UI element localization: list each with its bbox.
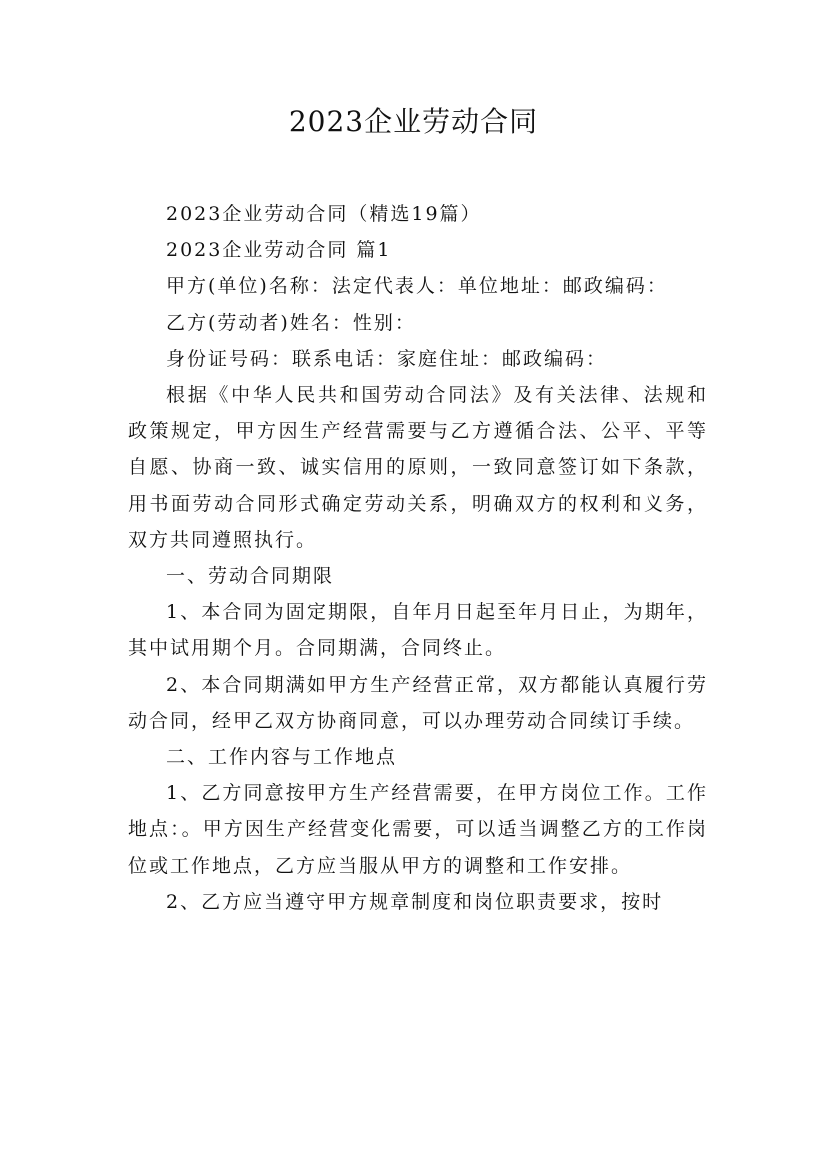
paragraph: 甲方(单位)名称：法定代表人：单位地址：邮政编码： <box>166 275 668 298</box>
paragraph: 2、本合同期满如甲方生产经营正常，双方都能认真履行劳动合同，经甲乙双方协商同意，可以办理劳动合同续订手续。 <box>128 673 708 732</box>
document-body <box>128 196 708 920</box>
paragraph: 1、本合同为固定期限，自年月日起至年月日止，为期年，其中试用期个月。合同期满，合同终止。 <box>128 601 708 660</box>
paragraph: 乙方(劳动者)姓名：性别： <box>166 311 416 334</box>
paragraph: 身份证号码：联系电话：家庭住址：邮政编码： <box>166 347 608 370</box>
section-heading: 二、工作内容与工作地点 <box>166 746 398 769</box>
paragraph: 1、乙方同意按甲方生产经营需要，在甲方岗位工作。工作地点：。甲方因生产经营变化需要，可以适当调整乙方的工作岗位或工作地点，乙方应当服从甲方的调整和工作安排。 <box>128 782 708 877</box>
paragraph: 根据《中华人民共和国劳动合同法》及有关法律、法规和政策规定，甲方因生产经营需要与乙方遵循合法、公平、平等自愿、协商一致、诚实信用的原则，一致同意签订如下条款，用书面劳动合同形式确定劳动关系，明确双方的权利和义务，双方共同遵照执行。 <box>128 384 708 551</box>
document-title: 2023企业劳动合同 <box>288 105 539 138</box>
paragraph: 2023企业劳动合同 篇1 <box>166 239 392 262</box>
paragraph: 2023企业劳动合同（精选19篇） <box>166 203 482 225</box>
paragraph: 2、乙方应当遵守甲方规章制度和岗位职责要求，按时 <box>166 890 664 913</box>
section-heading: 一、劳动合同期限 <box>166 565 335 588</box>
